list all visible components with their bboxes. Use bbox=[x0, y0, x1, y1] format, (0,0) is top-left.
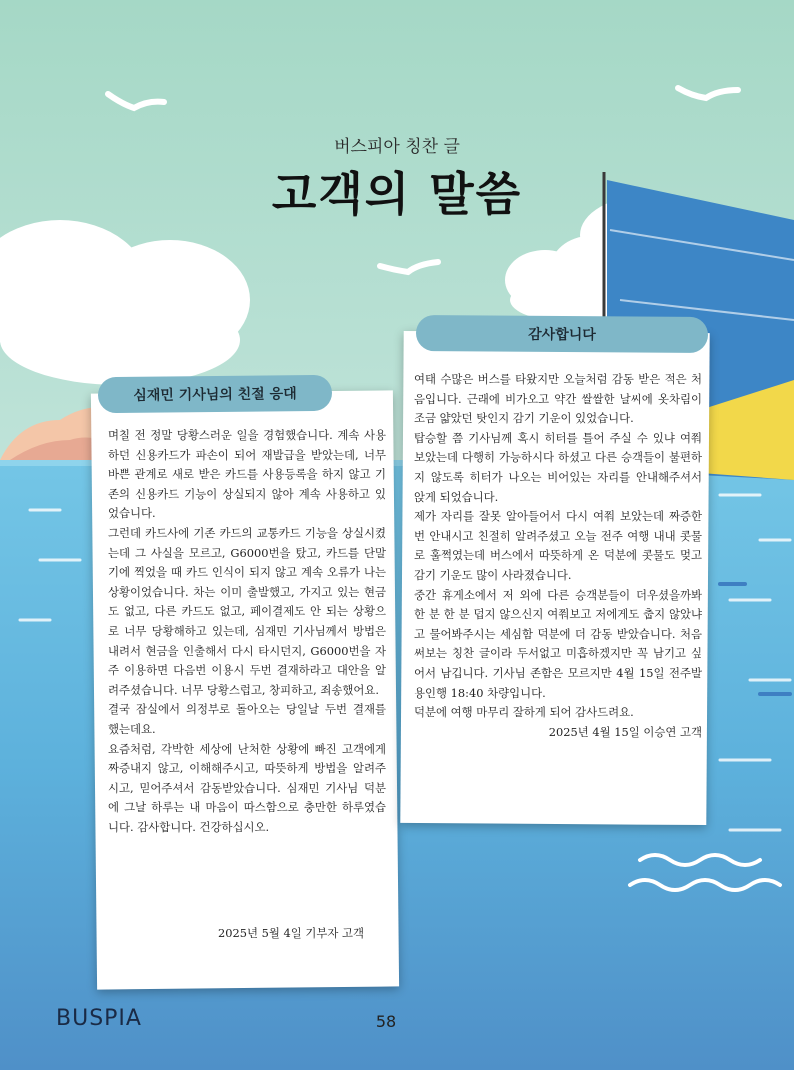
page-title: 고객의 말씀 bbox=[271, 167, 523, 221]
left-paragraph: 며칠 전 정말 당황스러운 일을 경험했습니다. 계속 사용하던 신용카드가 파손이 되어 재발급을 받았는데, 너무 바쁜 관계로 새로 받은 카드를 사용등록을 하지 않고 기존의 신용카드 기능이 상실되지 않아 계속 사용하고 있었습니다. bbox=[108, 428, 386, 521]
right-paragraph: 탑승할 쯤 기사님께 혹시 히터를 틀어 주실 수 있냐 여쭤 보았는데 다행히 가능하시다 하셨고 다른 승객들이 불편하지 않도록 히터가 나오는 비어있는 자리를 안내해주셔서 앉게 되었습니다. bbox=[414, 430, 702, 504]
right-paragraph: 중간 휴게소에서 저 외에 다른 승객분들이 더우셨을까봐 한 분 한 분 덥지 않으신지 여쭤보고 저에게도 춥지 않았냐고 물어봐주시는 세심함 덕분에 더 감동 받았습니다. 처음 써보는 칭찬 글이라 두서없고 미흡하겠지만 꼭 남기고 싶어서 남깁니다. 기사님 존함은 모르지만 4월 15일 전주발 용인행 18:40 차량입니다. bbox=[414, 587, 702, 700]
left-paragraph: 그런데 카드사에 기존 카드의 교통카드 기능을 상실시켰는데 그 사실을 모르고, G6000번을 탔고, 카드를 단말기에 찍었을 때 카드 인식이 되지 않고 계속 오류가 나는 상황이었습니다. 차는 이미 출발했고, 가지고 있는 현금도 없고, 다른 카드도 없고, 페이결제도 안 되는 상황으로 너무 당황해하고 있는데, 심재민 기사님께서 방법은 내려서 현금을 인출해서 다시 타시던지, G6000번을 자주 이용하면 다음번 이용시 두번 결재하라고 대안을 알려주셨습니다. 너무 당황스럽고, 창피하고, 죄송했어요. bbox=[108, 525, 386, 697]
left-paragraph: 결국 잠실에서 의정부로 돌아오는 당일날 두번 결재를 했는데요. bbox=[108, 702, 386, 736]
buspia-logo: BUSPIA bbox=[56, 1006, 142, 1031]
right-card-body bbox=[414, 370, 702, 742]
left-card-body bbox=[108, 426, 386, 837]
right-paragraph: 여태 수많은 버스를 타왔지만 오늘처럼 감동 받은 적은 처음입니다. 근래에 비가오고 약간 쌀쌀한 날씨에 옷차림이 조금 얇았던 탓인지 감기 기운이 있었습니다. bbox=[414, 372, 702, 426]
right-card-heading: 감사합니다 bbox=[416, 315, 708, 353]
right-card-signature: 2025년 4월 15일 이승연 고객 bbox=[548, 724, 702, 739]
page-number: 58 bbox=[375, 1012, 397, 1031]
left-card-signature: 2025년 5월 4일 기부자 고객 bbox=[218, 926, 364, 940]
left-paragraph: 요즘처럼, 각박한 세상에 난처한 상황에 빠진 고객에게 짜증내지 않고, 이해해주시고, 따뜻하게 방법을 알려주시고, 믿어주셔서 감동받았습니다. 심재민 기사님 덕분에 그날 하루는 내 마음이 따스함으로 충만한 하루였습니다. 감사합니다. 건강하십시오. bbox=[108, 741, 386, 834]
left-card-heading: 심재민 기사님의 친절 응대 bbox=[98, 375, 332, 413]
right-paragraph: 제가 자리를 잘못 알아들어서 다시 여쭤 보았는데 짜증한번 안내시고 친절히 알려주셨고 오늘 전주 여행 내내 콧물로 훌쩍였는데 버스에서 따뜻하게 온 덕분에 콧물도 멎고 감기 기운도 많이 사라졌습니다. bbox=[414, 509, 702, 582]
right-paragraph: 덕분에 여행 마무리 잘하게 되어 감사드려요. bbox=[414, 705, 634, 720]
page-subtitle: 버스피아 칭찬 글 bbox=[334, 137, 460, 157]
